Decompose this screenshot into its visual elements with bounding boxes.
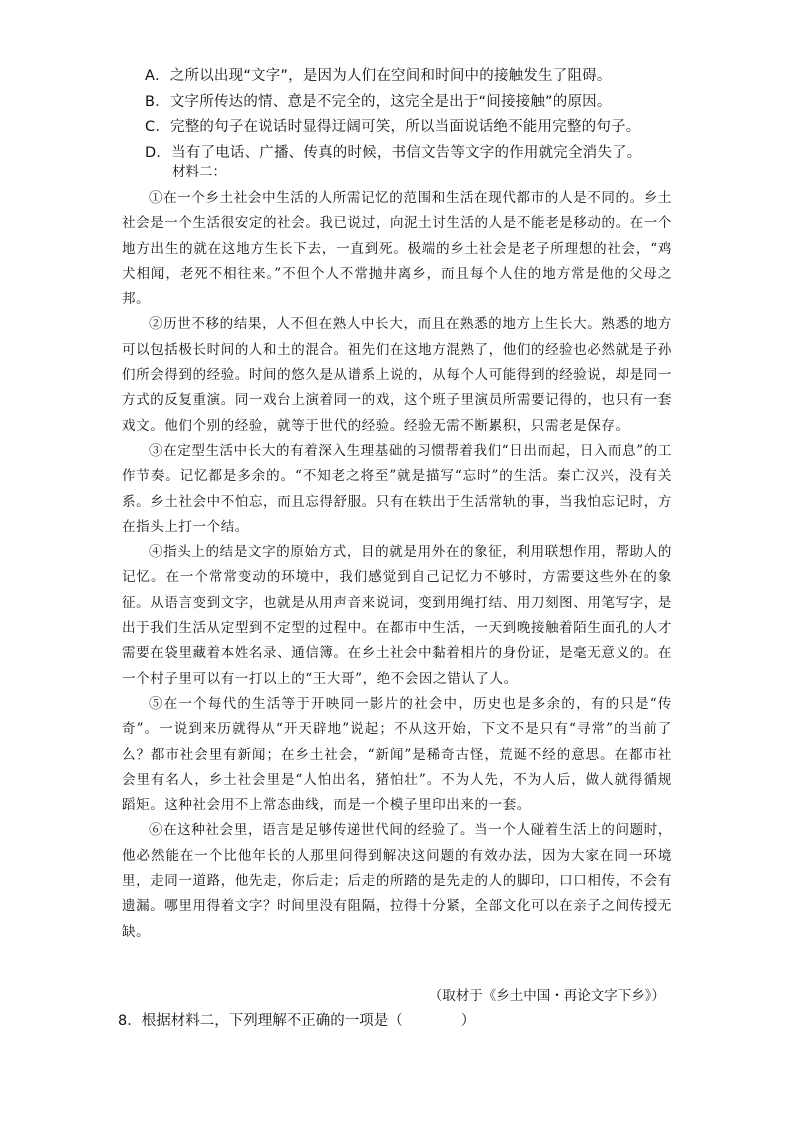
material-label: 材料二： bbox=[172, 164, 226, 180]
question-8: 8．根据材料二，下列理解不正确的一项是（ ） bbox=[118, 1013, 476, 1029]
paragraph-2: ②历世不移的结果，人不但在熟人中长大，而且在熟悉的地方上生长大。熟悉的地方可以包括极长时间的人和土的混合。祖先们在这地方混熟了，他们的经验也必然就是子孙们所会得到的经验。时间的悠久是从谱系上说的，从每个人可能得到的经验说，却是同一方式的反复重演。同一戏台上演着同一的戏，这个班子里演员所需要记得的，也只有一套戏文。他们个别的经验，就等于世代的经验。经验无需不断累积，只需老是保存。 bbox=[122, 316, 672, 434]
material-body bbox=[122, 186, 672, 945]
source-citation: （取材于《乡土中国・再论文字下乡》） bbox=[428, 988, 665, 1004]
paragraph-3: ③在定型生活中长大的有着深入生理基础的习惯帮着我们“日出而起，日入而息”的工作节奏。记忆都是多余的。“不知老之将至”就是描写“忘时”的生活。秦亡汉兴，没有关系。乡土社会中不怕忘，而且忘得舒服。只有在轶出于生活常轨的事，当我怕忘记时，方在指头上打一个结。 bbox=[122, 442, 672, 535]
option-c: C．完整的句子在说话时显得迂阔可笑，所以当面说话绝不能用完整的句子。 bbox=[145, 119, 641, 135]
option-b: B．文字所传达的情、意是不完全的，这完全是出于“间接接触”的原因。 bbox=[145, 93, 612, 110]
paragraph-4: ④指头上的结是文字的原始方式，目的就是用外在的象征，利用联想作用，帮助人的记忆。在一个常常变动的环境中，我们感觉到自己记忆力不够时，方需要这些外在的象征。从语言变到文字，也就是从用声音来说词，变到用绳打结、用刀刻图、用笔写字，是出于我们生活从定型到不定型的过程中。在都市中生活，一天到晚接触着陌生面孔的人才需要在袋里藏着本姓名录、通信簿。在乡土社会中黏着相片的身份证，是毫无意义的。在一个村子里可以有一打以上的“王大哥”，绝不会因之错认了人。 bbox=[122, 544, 672, 687]
paragraph-6: ⑥在这种社会里，语言是足够传递世代间的经验了。当一个人碰着生活上的问题时，他必然能在一个比他年长的人那里问得到解决这问题的有效办法，因为大家在同一环境里，走同一道路，他先走，你后走；后走的所踏的是先走的人的脚印，口口相传，不会有遗漏。哪里用得着文字？时间里没有阻隔，拉得十分紧，全部文化可以在亲子之间传授无缺。 bbox=[122, 822, 672, 940]
answer-options bbox=[145, 64, 705, 166]
paragraph-1: ①在一个乡土社会中生活的人所需记忆的范围和生活在现代都市的人是不同的。乡土社会是一个生活很安定的社会。我已说过，向泥土讨生活的人是不能老是移动的。在一个地方出生的就在这地方生长下去，一直到死。极端的乡土社会是老子所理想的社会，“鸡犬相闻，老死不相往来。”不但个人不常抛井离乡，而且每个人住的地方常是他的父母之邦。 bbox=[122, 190, 672, 308]
option-a: A．之所以出现“文字”，是因为人们在空间和时间中的接触发生了阻碍。 bbox=[145, 68, 612, 84]
paragraph-5: ⑤在一个每代的生活等于开映同一影片的社会中，历史也是多余的，有的只是“传奇”。一说到来历就得从“开天辟地”说起；不从这开始，下文不是只有“寻常”的当前了么？都市社会里有新闻；在乡土社会，“新闻”是稀奇古怪，荒诞不经的意思。在都市社会里有名人，乡土社会里是“人怕出名，猪怕壮”。不为人先，不为人后，做人就得循规蹈矩。这种社会用不上常态曲线，而是一个模子里印出来的一套。 bbox=[122, 695, 672, 814]
option-d: D．当有了电话、广播、传真的时候，书信文告等文字的作用就完全消失了。 bbox=[145, 144, 642, 161]
